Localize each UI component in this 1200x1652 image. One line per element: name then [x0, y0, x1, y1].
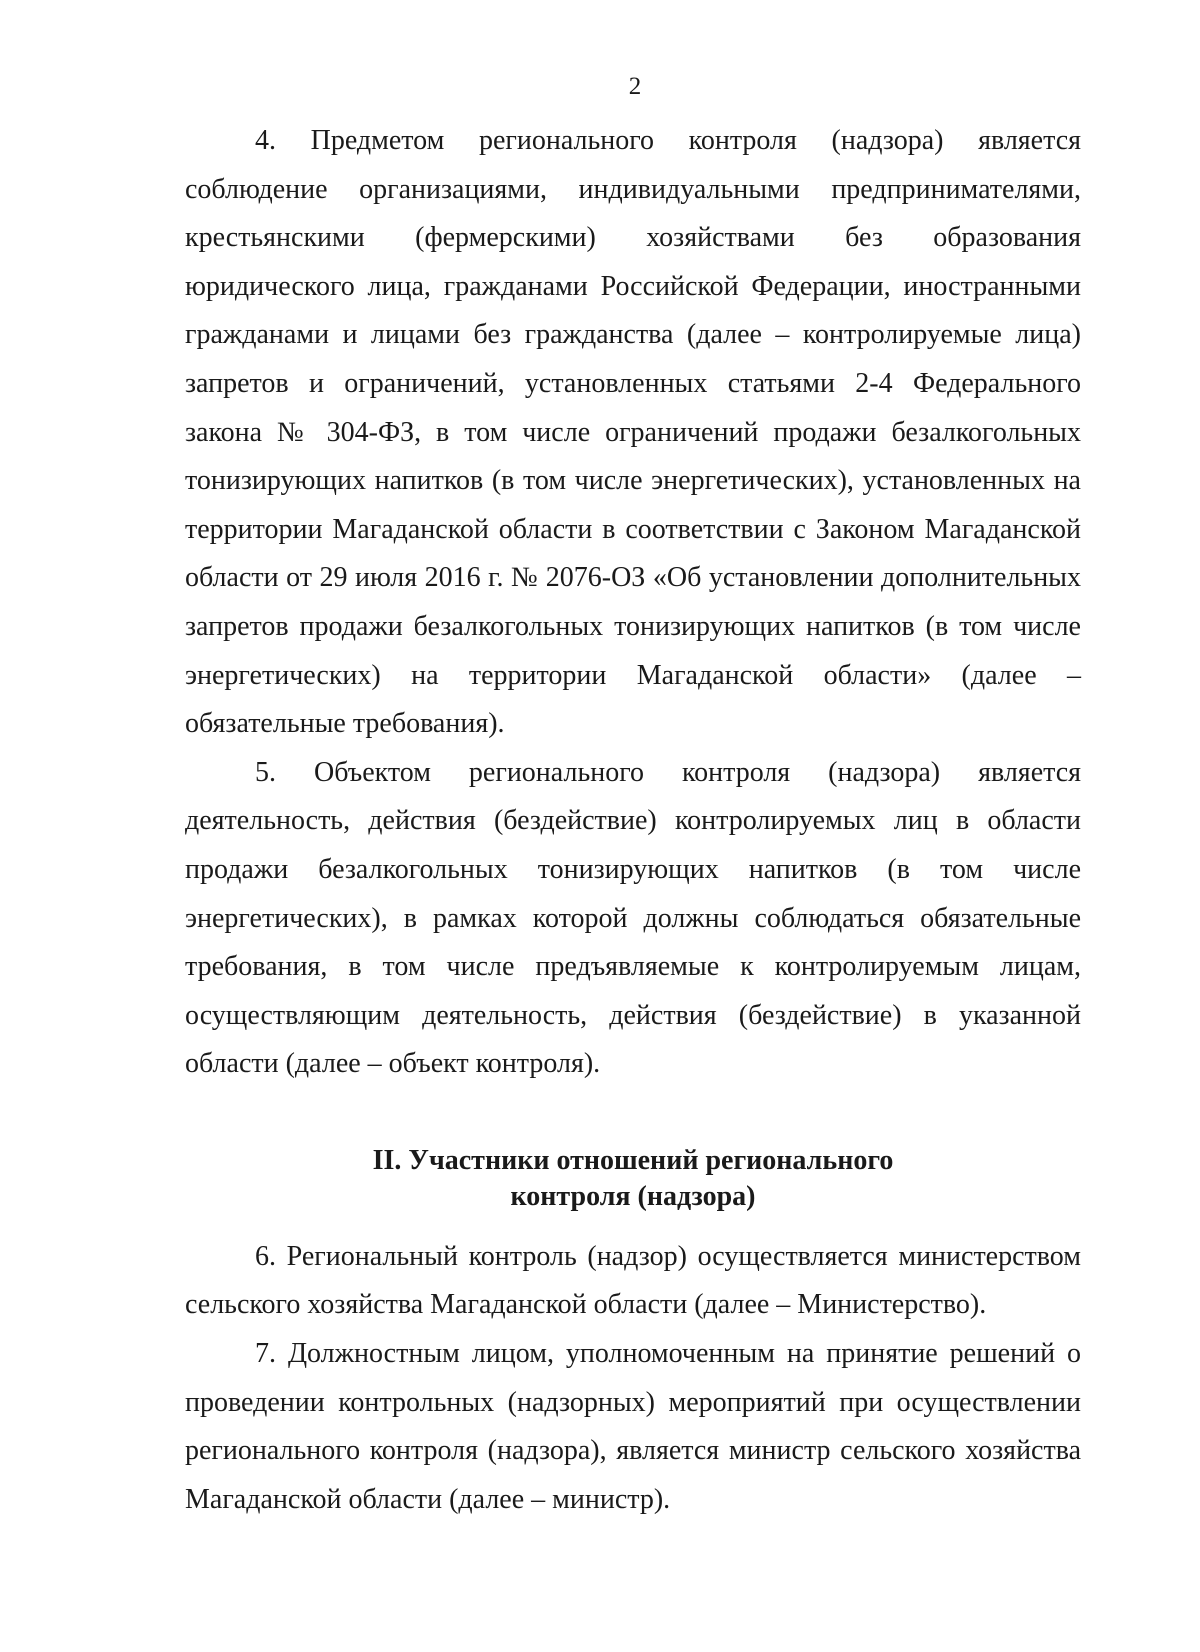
document-body — [185, 117, 1081, 1524]
page-number: 2 — [628, 73, 642, 100]
section-heading — [185, 1143, 1081, 1215]
paragraph-7-text: 7. Должностным лицом, уполномоченным на принятие решений о проведении контрольных (надзорных) мероприятий при осуществлении регионального контроля (надзора), является министр сельского хозяйства Магаданской области (далее – министр). — [185, 1338, 1081, 1515]
paragraph-6 — [185, 1233, 1081, 1330]
paragraph-6-text: 6. Региональный контроль (надзор) осуществляется министерством сельского хозяйства Магаданской области (далее – Министерство). — [185, 1240, 1081, 1321]
paragraph-4 — [185, 117, 1081, 749]
section-heading-line-2: контроля (надзора) — [510, 1180, 756, 1212]
paragraph-7 — [185, 1330, 1081, 1524]
section-heading-line-1: II. Участники отношений регионального — [372, 1144, 894, 1176]
paragraph-5 — [185, 749, 1081, 1089]
paragraph-4-text: 4. Предметом регионального контроля (надзора) является соблюдение организациями, индивидуальными предпринимателями, крестьянскими (фермерскими) хозяйствами без образования юридического лица, гражданами Российской Федерации, иностранными гражданами и лицами без гражданства (далее – контролируемые лица) запретов и ограничений, установленных статьями 2-4 Федерального закона № 304-ФЗ, в том числе ограничений продажи безалкогольных тонизирующих напитков (в том числе энергетических), установленных на территории Магаданской области в соответствии с Законом Магаданской области от 29 июля 2016 г. № 2076-ОЗ «Об установлении дополнительных запретов продажи безалкогольных тонизирующих напитков (в том числе энергетических) на территории Магаданской области» (далее – обязательные требования). — [185, 125, 1081, 740]
paragraph-5-text: 5. Объектом регионального контроля (надзора) является деятельность, действия (бездействие) контролируемых лиц в области продажи безалкогольных тонизирующих напитков (в том числе энергетических), в рамках которой должны соблюдаться обязательные требования, в том числе предъявляемые к контролируемым лицам, осуществляющим деятельность, действия (бездействие) в указанной области (далее – объект контроля). — [185, 756, 1081, 1080]
